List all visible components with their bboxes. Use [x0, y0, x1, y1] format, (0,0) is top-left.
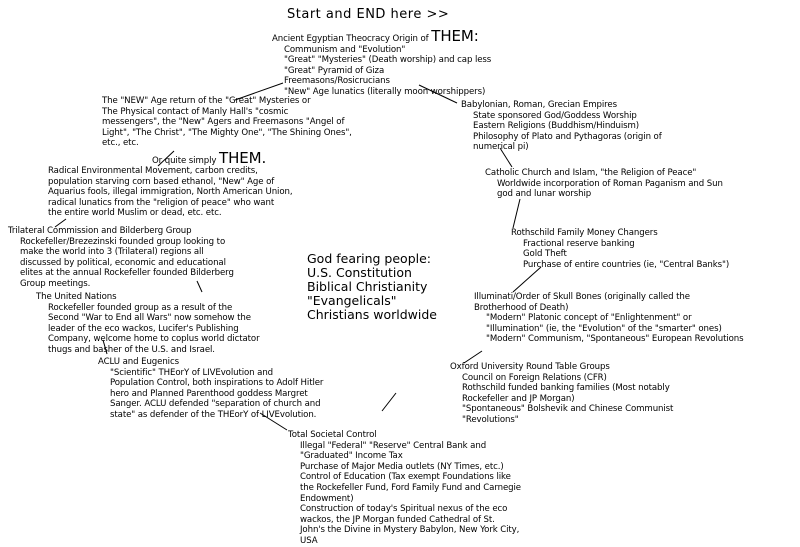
center-line: Biblical Christianity — [307, 279, 428, 294]
text-line: Light", "The Christ", "The Mighty One", "The Shining Ones", — [102, 127, 352, 138]
list-item: wackos, the JP Morgan funded Cathedral of St. — [300, 514, 495, 525]
list-item: "Modern" Communism, "Spontaneous" European Revolutions — [486, 334, 744, 345]
node-heading: Total Societal Control — [288, 430, 377, 440]
list-item: Purchase of Major Media outlets (NY Times, etc.) — [300, 461, 504, 472]
list-item: Second "War to End all Wars" now somehow the — [48, 313, 251, 324]
egypt-heading-text: Ancient Egyptian Theocracy Origin of — [272, 34, 429, 44]
link-catholic-rothschild — [513, 199, 520, 228]
node-oxford-round-table — [450, 362, 673, 426]
node-heading: Babylonian, Roman, Grecian Empires — [461, 100, 617, 110]
center-god-fearing-people — [307, 252, 437, 322]
text-line: population starving corn based ethanol, "New" Age of — [48, 176, 275, 187]
node-aclu-eugenics — [98, 357, 323, 421]
node-heading: Rothschild Family Money Changers — [511, 228, 658, 238]
link-oxford-total — [382, 393, 396, 411]
list-item: Eastern Religions (Buddhism/Hinduism) — [473, 121, 640, 132]
node-illuminati-skull-bones — [474, 292, 744, 345]
them-label: THEM: — [431, 27, 479, 45]
node-heading: Illuminati/Order of Skull Bones (originally called the — [474, 292, 690, 302]
node-trilateral-commission — [8, 226, 234, 290]
node-heading: ACLU and Eugenics — [98, 357, 179, 367]
list-item: "Great" Pyramid of Giza — [284, 65, 385, 76]
list-item: Council on Foreign Relations (CFR) — [462, 372, 607, 383]
node-catholic-islam — [485, 168, 723, 200]
list-item: elites at the annual Rockefeller founded Bilderberg — [20, 268, 234, 279]
list-item: Sanger. ACLU defended "separation of church and — [110, 399, 321, 410]
center-line: U.S. Constitution — [307, 265, 412, 280]
node-total-societal-control — [288, 430, 521, 547]
list-item: "Revolutions" — [462, 414, 519, 425]
list-item: Population Control, both inspirations to Adolf Hitler — [110, 378, 324, 389]
text-line: messengers", the "New" Agers and Freemasons "Angel of — [102, 117, 345, 128]
list-item: thugs and basher of the U.S. and Israel. — [48, 344, 215, 355]
node-egyptian-theocracy — [272, 29, 491, 98]
text-line: Aquarius fools, illegal immigration, North American Union, — [48, 187, 293, 198]
list-item: Communism and "Evolution" — [284, 44, 406, 55]
or-text: Or quite simply — [152, 155, 217, 166]
list-item: "Modern" Platonic concept of "Enlightenment" or — [486, 313, 692, 324]
node-heading: The United Nations — [36, 292, 117, 302]
text-line: the entire world Muslim or dead, etc. etc. — [48, 208, 222, 219]
center-line: "Evangelicals" — [307, 293, 397, 308]
node-united-nations — [36, 292, 260, 356]
list-item: Endowment) — [300, 493, 354, 504]
list-item: state" as defender of the THEorY of LIVEvolution. — [110, 409, 317, 420]
list-item: the Rockefeller Fund, Ford Family Fund and Carnegie — [300, 482, 521, 493]
list-item: "Great" "Mysteries" (Death worship) and cap less — [284, 55, 492, 66]
list-item: USA — [300, 535, 318, 546]
node-radical-environmental — [48, 166, 293, 219]
text-line: The "NEW" Age return of the "Great" Mysteries or — [102, 96, 311, 106]
list-item: Group meetings. — [20, 278, 91, 289]
list-item: Philosophy of Plato and Pythagoras (origin of — [473, 131, 662, 142]
list-item: Gold Theft — [523, 249, 567, 260]
text-line: etc., etc. — [102, 138, 139, 149]
center-line: Christians worldwide — [307, 307, 437, 322]
list-item: Illegal "Federal" "Reserve" Central Bank and — [300, 440, 487, 451]
node-heading — [272, 29, 491, 45]
list-item: make the world into 3 (Trilateral) regions all — [20, 247, 204, 258]
text-line: The Physical contact of Manly Hall's "cosmic — [102, 106, 289, 117]
list-item: Rockefeller/Brezezinski founded group looking to — [20, 236, 226, 247]
node-heading: Oxford University Round Table Groups — [450, 362, 610, 372]
list-item: hero and Planned Parenthood goddess Margret — [110, 388, 308, 399]
node-babylonian-empires — [461, 100, 662, 153]
list-item: god and lunar worship — [497, 189, 592, 200]
list-item: Purchase of entire countries (ie, "Central Banks") — [523, 259, 730, 270]
list-item: "Scientific" THEorY of LIVEvolution and — [110, 367, 274, 378]
them-label: THEM. — [219, 148, 267, 167]
list-item: Fractional reserve banking — [523, 238, 635, 249]
list-item: State sponsored God/Goddess Worship — [473, 110, 637, 121]
list-item: discussed by political, economic and educational — [20, 257, 226, 268]
node-heading: Trilateral Commission and Bilderberg Group — [8, 226, 192, 236]
text-line: Radical Environmental Movement, carbon credits, — [48, 166, 258, 176]
list-item: Control of Education (Tax exempt Foundations like — [300, 472, 511, 483]
list-item: Rothschild funded banking families (Most notably — [462, 383, 670, 394]
list-item: "New" Age lunatics (literally moon worshippers) — [284, 86, 486, 97]
or-quite-simply — [102, 148, 352, 167]
node-new-age — [102, 96, 352, 167]
center-line: God fearing people: — [307, 251, 432, 266]
text-line: radical lunatics from the "religion of peace" who want — [48, 197, 275, 208]
list-item: "Spontaneous" Bolshevik and Chinese Communist — [462, 404, 674, 415]
diagram-title: Start and END here >> — [287, 7, 450, 22]
list-item: "Graduated" Income Tax — [300, 451, 403, 462]
list-item: Rockefeller founded group as a result of the — [48, 302, 233, 313]
list-item: Freemasons/Rosicrucians — [284, 76, 390, 87]
node-heading-line-2: Brotherhood of Death) — [474, 302, 569, 313]
list-item: numerical pi) — [473, 142, 529, 153]
list-item: Rockefeller and JP Morgan) — [462, 393, 575, 404]
list-item: "Illumination" (ie, the "Evolution" of the "smarter" ones) — [486, 323, 722, 334]
list-item: Worldwide incorporation of Roman Paganism and Sun — [497, 178, 723, 189]
list-item: Company, welcome home to coplus world dictator — [48, 334, 260, 345]
link-rothschild-illuminati — [513, 267, 541, 292]
list-item: leader of the eco wackos, Lucifer's Publishing — [48, 323, 239, 334]
node-rothschild-money-changers — [511, 228, 729, 270]
list-item: John's the Divine in Mystery Babylon, New York City, — [300, 525, 520, 536]
node-heading: Catholic Church and Islam, "the Religion of Peace" — [485, 168, 697, 178]
list-item: Construction of today's Spiritual nexus of the eco — [300, 504, 508, 515]
